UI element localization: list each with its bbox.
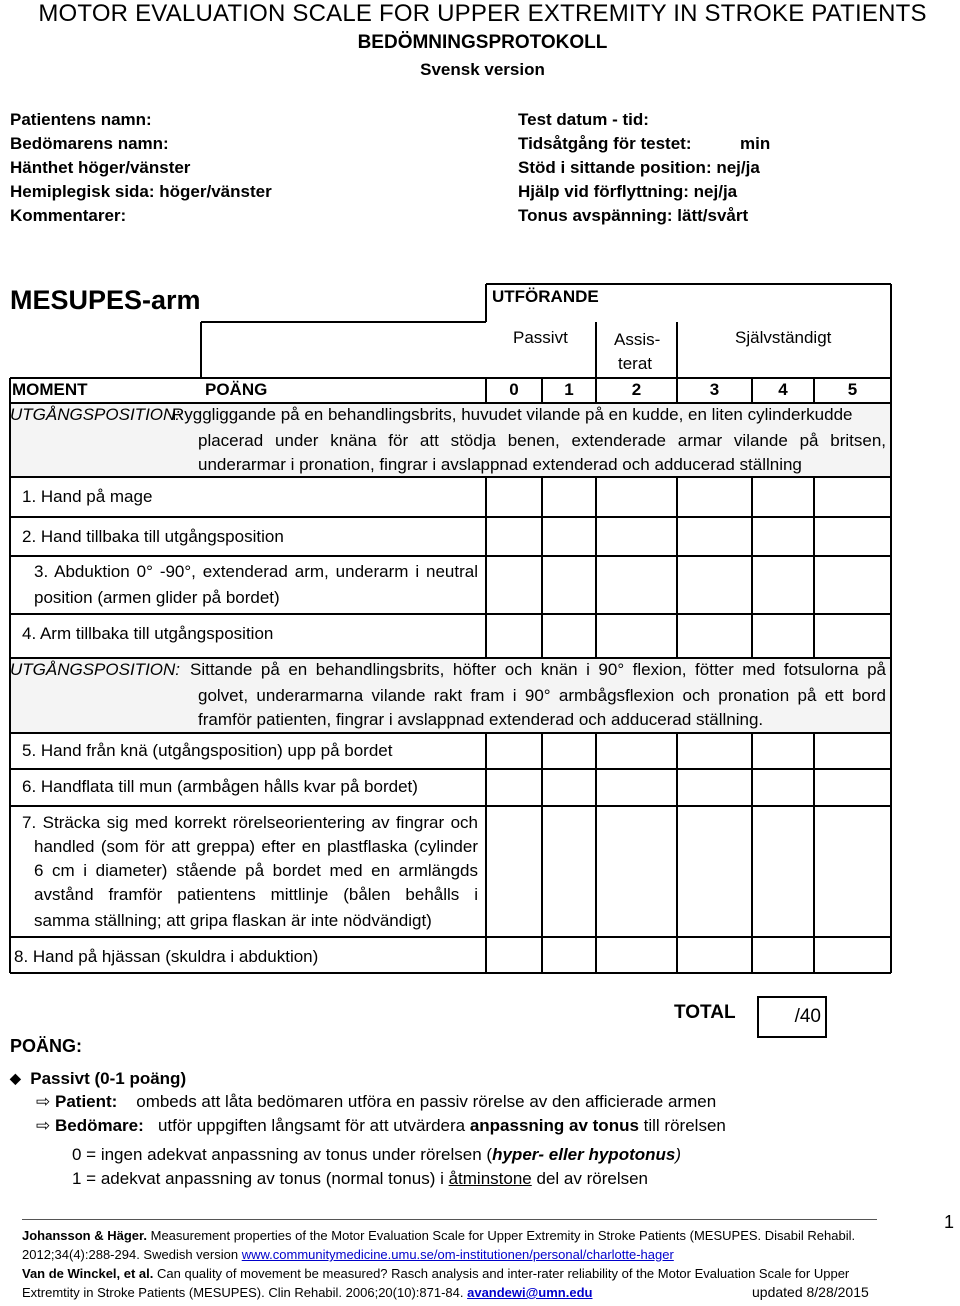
assessor-legend-text-a: utför uppgiften långsamt för att utvärdera bbox=[157, 1116, 466, 1135]
assessor-legend-text-b: anpassning av tonus bbox=[469, 1116, 639, 1135]
start-position-1-line3: underarmar i pronation, fingrar i avslappnad extenderad och adducerad ställning bbox=[198, 455, 802, 474]
score-header-4: 4 bbox=[778, 380, 788, 399]
sitting-support-label: Stöd i sittande position: nej/ja bbox=[518, 158, 760, 177]
ref2-text: Can quality of movement be measured? Rasch analysis and inter-rater reliability of the Motor Evaluation Scale for Upper bbox=[157, 1266, 850, 1281]
footer-divider bbox=[22, 1219, 877, 1220]
start-position-2-line2: golvet, underarmarna vilande rakt fram i 90° armbågsflexion och pronation på ett bord bbox=[198, 686, 886, 705]
item-6: 6. Handflata till mun (armbågen hålls kvar på bordet) bbox=[22, 777, 418, 796]
assessor-name-label: Bedömarens namn: bbox=[10, 134, 169, 153]
ref1-authors: Johansson & Häger. bbox=[22, 1228, 147, 1243]
comments-label: Kommentarer: bbox=[10, 206, 127, 225]
hemiplegic-side-label: Hemiplegisk sida: höger/vänster bbox=[10, 182, 272, 201]
table-name: MESUPES-arm bbox=[10, 285, 201, 315]
footer-ref1-line2 bbox=[22, 1245, 674, 1264]
item-5: 5. Hand från knä (utgångsposition) upp på bordet bbox=[22, 741, 393, 760]
ref2-line2: Extremtity in Stroke Patients (MESUPES). Clin Rehabil. 2006;20(10):871-84. bbox=[22, 1285, 464, 1300]
item-8: 8. Hand på hjässan (skuldra i abduktion) bbox=[14, 947, 319, 966]
transfer-help-label: Hjälp vid förflyttning: nej/ja bbox=[518, 182, 738, 201]
total-box[interactable] bbox=[757, 996, 827, 1038]
patient-legend-row bbox=[36, 1090, 716, 1114]
passive-legend-title: Passivt (0-1 poäng) bbox=[30, 1069, 187, 1088]
duration-unit: min bbox=[740, 134, 771, 153]
footer-ref2-line2 bbox=[22, 1283, 592, 1302]
ref1-line2: 2012;34(4):288-294. Swedish version bbox=[22, 1247, 239, 1262]
diamond-bullet-icon: ◆ bbox=[10, 1070, 21, 1086]
item-2: 2. Hand tillbaka till utgångsposition bbox=[22, 527, 284, 546]
score-header-5: 5 bbox=[847, 380, 858, 399]
total-label: TOTAL bbox=[674, 1002, 736, 1023]
assisted-header-line1: Assis- bbox=[614, 330, 661, 349]
independent-header: Självständigt bbox=[735, 328, 832, 347]
score-0-legend bbox=[72, 1143, 681, 1167]
item-1: 1. Hand på mage bbox=[22, 487, 153, 506]
score-1-legend bbox=[72, 1167, 648, 1191]
start-position-1-line1: Ryggliggande på en behandlingsbrits, huvudet vilande på en kudde, en liten cylinderkudde bbox=[172, 405, 853, 424]
total-value: /40 bbox=[794, 1006, 821, 1027]
assessor-legend-row bbox=[36, 1114, 726, 1138]
tone-relaxation-label: Tonus avspänning: lätt/svårt bbox=[518, 206, 749, 225]
item-3-line2: position (armen glider på bordet) bbox=[34, 588, 280, 607]
patient-legend-text: ombeds att låta bedömaren utföra en passiv rörelse av den afficierade armen bbox=[136, 1092, 717, 1111]
handedness-label: Hänthet höger/vänster bbox=[10, 158, 191, 177]
updated-date: updated 8/28/2015 bbox=[752, 1284, 869, 1300]
item-7-line4: avstånd framför patientens mittlinje (bålen behålls i bbox=[34, 885, 478, 904]
points-column-header: POÄNG bbox=[205, 380, 268, 399]
assisted-header-line2: terat bbox=[618, 354, 653, 373]
performance-header: UTFÖRANDE bbox=[492, 287, 599, 306]
item-7-line3: 6 cm i diameter) stående på bordet med en armlängds bbox=[34, 861, 478, 880]
start-position-1-label: UTGÅNGSPOSITION: bbox=[10, 405, 181, 424]
score-1-text-c: del av rörelsen bbox=[536, 1169, 649, 1188]
score-header-3: 3 bbox=[709, 380, 720, 399]
legend-heading: POÄNG: bbox=[10, 1036, 82, 1056]
item-7-line1: 7. Sträcka sig med korrekt rörelseorientering av fingrar och bbox=[22, 813, 478, 832]
document-title: MOTOR EVALUATION SCALE FOR UPPER EXTREMITY IN STROKE PATIENTS bbox=[38, 0, 927, 27]
start-position-2-line1: Sittande på en behandlingsbrits, höfter och knän i 90° flexion, fötter med fotsulorna på bbox=[190, 660, 886, 679]
score-header-1: 1 bbox=[564, 380, 574, 399]
patient-name-label: Patientens namn: bbox=[10, 110, 152, 129]
score-header-2: 2 bbox=[631, 380, 642, 399]
assessor-legend-text-c: till rörelsen bbox=[643, 1116, 726, 1135]
item-7-line5: samma ställning; att gripa flaskan är inte nödvändigt) bbox=[34, 911, 432, 930]
start-position-2-label: UTGÅNGSPOSITION: bbox=[10, 660, 181, 679]
test-date-label: Test datum - tid: bbox=[518, 110, 649, 129]
footer-ref1-line1 bbox=[22, 1226, 855, 1245]
page-number: 1 bbox=[944, 1212, 955, 1232]
start-position-1-line2: placerad under knäna för att stödja benen, extenderade armar vilande på britsen, bbox=[198, 431, 886, 450]
patient-legend-label: Patient: bbox=[54, 1092, 118, 1111]
footer-ref2-line1 bbox=[22, 1264, 849, 1283]
passive-legend bbox=[10, 1066, 186, 1091]
score-1-text-b: åtminstone bbox=[448, 1169, 532, 1188]
document-subtitle: BEDÖMNINGSPROTOKOLL bbox=[357, 32, 608, 53]
email-link[interactable]: avandewi@umn.edu bbox=[467, 1285, 593, 1300]
score-0-text-a: 0 = ingen adekvat anpassning av tonus under rörelsen ( bbox=[72, 1145, 493, 1164]
score-0-text-c: ) bbox=[675, 1145, 682, 1164]
item-7-line2: handled (som för att greppa) efter en plastflaska (cylinder bbox=[34, 837, 478, 856]
moment-column-header: MOMENT bbox=[12, 380, 88, 399]
ref1-text: Measurement properties of the Motor Evaluation Scale for Upper Extremity in Stroke Patients (MESUPES. Disabil Rehabil. bbox=[150, 1228, 856, 1243]
score-1-text-a: 1 = adekvat anpassning av tonus (normal tonus) i bbox=[72, 1169, 444, 1188]
community-medicine-link[interactable]: www.communitymedicine.umu.se/om-institutionen/personal/charlotte-hager bbox=[241, 1247, 674, 1262]
ref2-authors: Van de Winckel, et al. bbox=[22, 1266, 154, 1281]
outline-arrow-icon: ⇨ bbox=[36, 1116, 51, 1135]
passive-header: Passivt bbox=[513, 328, 568, 347]
score-header-0: 0 bbox=[509, 380, 519, 399]
document-version: Svensk version bbox=[420, 60, 545, 79]
item-4: 4. Arm tillbaka till utgångsposition bbox=[22, 624, 274, 643]
outline-arrow-icon: ⇨ bbox=[36, 1092, 51, 1111]
test-duration-label: Tidsåtgång för testet: bbox=[518, 134, 692, 153]
score-0-text-b: hyper- eller hypotonus bbox=[492, 1145, 676, 1164]
assessor-legend-label: Bedömare: bbox=[54, 1116, 144, 1135]
item-3-line1: 3. Abduktion 0° -90°, extenderad arm, underarm i neutral bbox=[34, 562, 478, 581]
start-position-2-line3: framför patienten, fingrar i avslappnad extenderad och adducerad ställning. bbox=[198, 710, 764, 729]
